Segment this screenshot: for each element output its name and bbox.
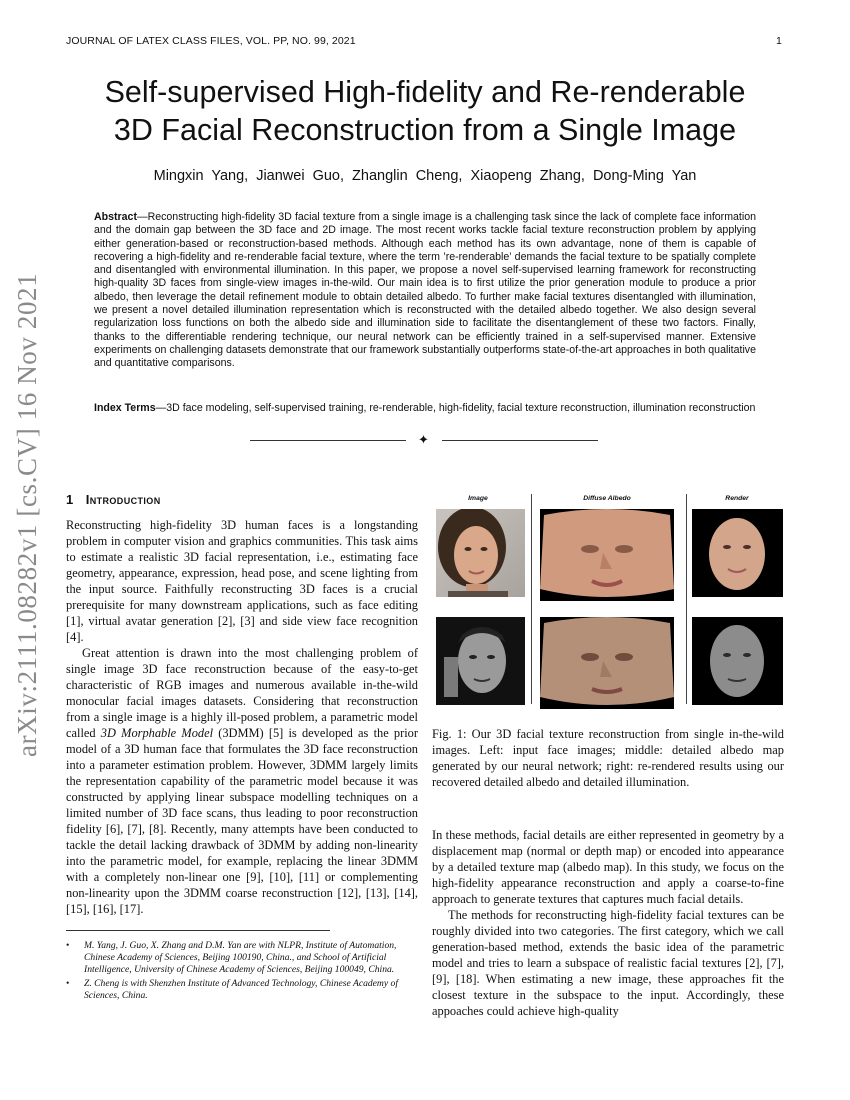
index-terms [94, 402, 756, 415]
intro-paragraph-2 [66, 645, 418, 917]
index-terms-text: —3D face modeling, self-supervised training, re-renderable, high-fidelity, facial texture reconstruction, illumination reconstruction [155, 402, 756, 414]
intro-paragraph-2-a: Great attention is drawn into the most challenging problem of single image 3D face reconstruction because of the easy-to-get characteristic of RGB images and numerous available in-the-wild monocular facial images datasets. Considering that reconstruction from a single image is a highly ill-posed problem, a parametric model called [66, 646, 418, 740]
separator-line-left [250, 440, 406, 441]
fig-render-1 [692, 509, 783, 597]
running-header: JOURNAL OF LATEX CLASS FILES, VOL. PP, NO. 99, 2021 [66, 35, 356, 47]
figure-column-divider-1 [531, 494, 532, 704]
section-number: 1 [66, 492, 74, 507]
fig-input-face-2 [436, 617, 525, 705]
abstract [94, 211, 756, 371]
footnote-bullet: • [66, 978, 70, 989]
footnote-bullet: • [66, 940, 70, 951]
footnote-1-text: M. Yang, J. Guo, X. Zhang and D.M. Yan are with NLPR, Institute of Automation, Chinese Academy of Sciences, Beijing 100190, China., and School of Artificial Intelligence, University of Chinese Academy of Sciences, Beijing 100049, China. [84, 940, 397, 975]
paper-title [40, 73, 810, 149]
figure-column-divider-2 [686, 494, 687, 704]
separator-diamond-icon: ✦ [418, 432, 429, 447]
abstract-text: —Reconstructing high-fidelity 3D facial texture from a single image is a challenging task since the lack of complete face information and the domain gap between the 3D face and 2D image. The most recent works tackle facial texture reconstruction problem by applying either generation-based or reconstruction-based methods. Although each method has its own advantage, none of them is capable of recovering a high-fidelity and re-renderable facial texture, where the term ’re-renderable’ demands the facial texture to be spatially complete and disentangled with environmental illumination. In this paper, we propose a novel self-supervised learning framework for reconstructing high-quality 3D faces from single-view images in-the-wild. Our main idea is to first utilize the prior generation module to produce a prior albedo, then leverage the detail refinement module to obtain detailed albedo. To further make facial textures disentangled with illumination, we present a novel detailed illumination representation which is reconstructed with the detailed albedo together. We also design several regularization loss functions on both the albedo side and illumination side to facilitate the disentanglement of these two factors. Finally, thanks to the differentiable rendering technique, our neural network can be efficiently trained in a self-supervised manner. Extensive experiments on challenging datasets demonstrate that our framework substantially outperforms state-of-the-art approaches in both qualitative and quantitative comparisons. [94, 211, 756, 370]
right-paragraph-2: The methods for reconstructing high-fidelity facial textures can be roughly divided into two categories. The first category, which we call generation-based method, extends the basic idea of the parametric model and tries to learn a subspace of realistic facial textures [2], [7], [9], [18]. When estimating a new image, these approaches fit the closest texture in the subspace to the input. Accordingly, these appoaches could achieve high-quality [432, 908, 784, 1018]
title-line-1: Self-supervised High-fidelity and Re-renderable [104, 75, 746, 109]
page-number: 1 [776, 35, 782, 47]
intro-paragraph-1: Reconstructing high-fidelity 3D human faces is a longstanding problem in computer vision and graphics communities. This task aims to estimate a realistic 3D facial representation, i.e., estimating face geometry, appearance, expression, head pose, and scene lighting from the input source. Faithfully reconstructing 3D faces is a crucial prerequisite for many downstream applications, such as face editing [1], virtual avatar generation [2], [3] and side view face recognition [4]. [66, 518, 418, 644]
footnote-2-text: Z. Cheng is with Shenzhen Institute of Advanced Technology, Chinese Academy of Sciences, China. [84, 978, 398, 1001]
abstract-label: Abstract [94, 211, 137, 223]
term-3dmm: 3D Morphable Model [100, 726, 214, 740]
author-list: Mingxin Yang, Jianwei Guo, Zhanglin Cheng, Xiaopeng Zhang, Dong-Ming Yan [153, 168, 697, 184]
section-heading [66, 492, 161, 507]
footnote-rule [66, 930, 330, 931]
fig-input-face-1 [436, 509, 525, 597]
footnote-2 [66, 978, 418, 1002]
fig-render-2 [692, 617, 783, 705]
section-title: Introduction [85, 492, 161, 507]
fig-label-diffuse-albedo: Diffuse Albedo [583, 495, 631, 502]
left-column-text [66, 517, 418, 917]
separator-line-right [442, 440, 598, 441]
footnotes [66, 940, 418, 1004]
fig-albedo-map-2 [540, 617, 674, 709]
footnote-1 [66, 940, 418, 976]
intro-paragraph-2-b: (3DMM) [5] is developed as the prior model of a 3D human face that formulates the 3D face reconstruction into a parameter estimation problem. However, 3DMM largely limits the representation capability of the parametric model because it was constructed by applying linear subspace modelling techniques on a limited number of 3D face scans, thus leading to poor reconstruction fidelity [6], [7], [8]. Recently, many attempts have been conducted to tackle the detail lacking drawback of 3DMM by adding non-linearity into the parametric model, for example, replacing the linear 3DMM with a completely non-linear one [9], [10], [11] or complementing non-linearity upon the 3DMM coarse reconstruction [12], [13], [14], [15], [16], [17]. [66, 726, 418, 916]
arxiv-stamp-text: arXiv:2111.08282v1 [cs.CV] 16 Nov 2021 [12, 272, 42, 757]
figure-caption: Fig. 1: Our 3D facial texture reconstruction from single in-the-wild images. Left: input face images; middle: detailed albedo map generated by our neural network; right: re-rendered results using our recovered detailed albedo and detailed illumination. [432, 727, 784, 789]
right-column-text [432, 827, 784, 1019]
fig-label-image: Image [468, 495, 488, 502]
fig-albedo-map-1 [540, 509, 674, 601]
fig-label-render: Render [725, 495, 749, 502]
right-paragraph-1: In these methods, facial details are either represented in geometry by a displacement map (normal or depth map) or encoded into appearance by a detailed texture map (albedo map). In this study, we focus on the high-fidelity appearance reconstruction and apply a coarse-to-fine approach to generate textures that captures much facial details. [432, 828, 784, 906]
title-line-2: 3D Facial Reconstruction from a Single Image [113, 113, 737, 147]
index-terms-label: Index Terms [94, 402, 156, 414]
